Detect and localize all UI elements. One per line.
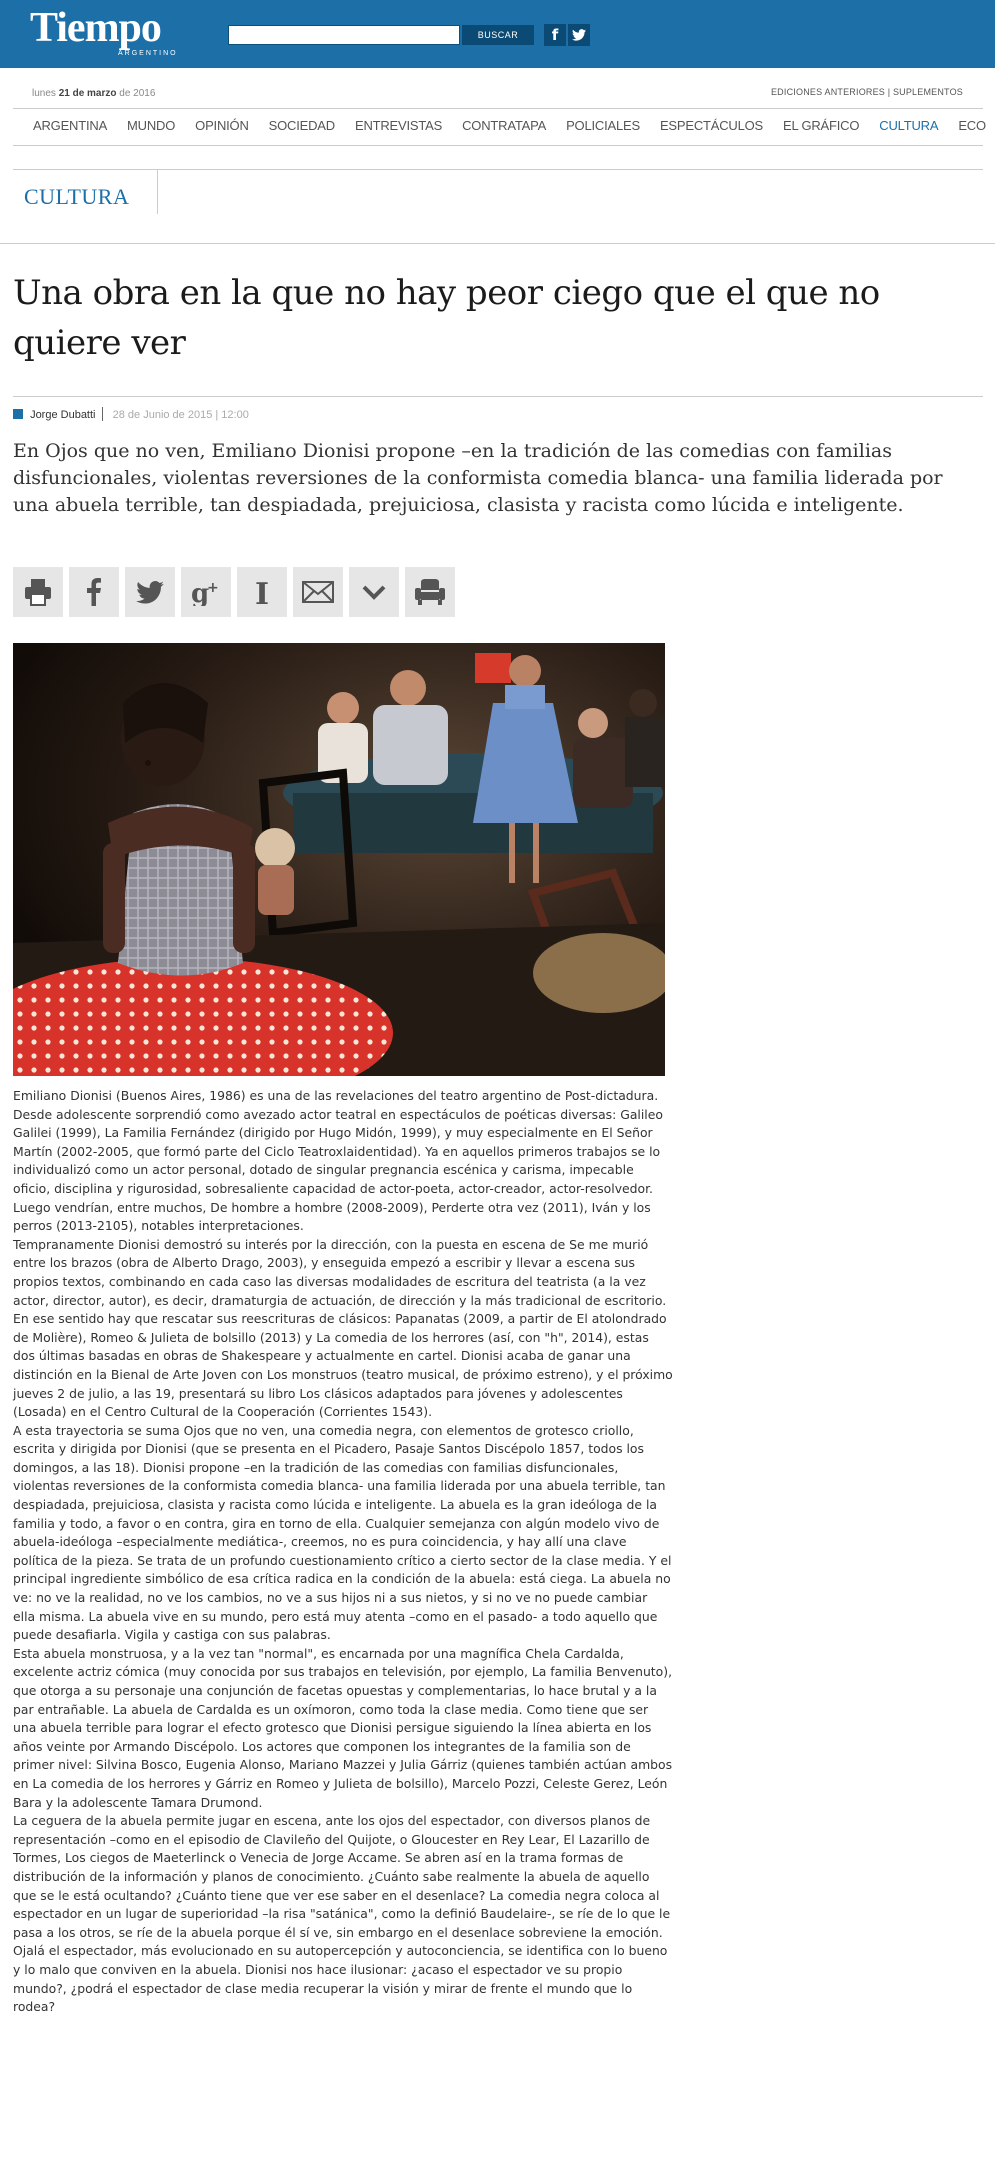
nav-item-opinion[interactable]: OPINIÓN xyxy=(195,118,249,133)
article-body xyxy=(13,1087,673,2017)
twitter-icon[interactable] xyxy=(125,567,175,617)
article-paragraph: La ceguera de la abuela permite jugar en escena, ante los ojos del espectador, con diversos planos de representación –como en el episodio de Clavileño del Quijote, o Gloucester en Rey Lear, El Lazarillo de Tormes, Los ciegos de Maeterlinck o Venecia de Jorge Accame. Se abren así en la trama formas de distribución de la información y planos de conocimiento. ¿Cuánto sabe realmente la abuela de aquello que se le está ocultando? ¿Cuánto tiene que ver ese saber en el desenlace? La comedia negra coloca al espectador en un lugar de superioridad –la risa "satánica", como la definió Baudelaire-, se ríe de lo que le pasa a los otros, se ríe de la abuela porque él sí ve, sin embargo en el desenlace sobreviene la emoción. Ojalá el espectador, más evolucionado en su autopercepción y autoconciencia, se identifica con lo bueno y lo malo que conviven en la abuela. Dionisi nos hace ilusionar: ¿acaso el espectador ve su propio mundo?, ¿podrá el espectador de clase media recuperar la visión y mirar de frente el mundo que lo rodea? xyxy=(13,1813,671,2015)
section-title[interactable]: CULTURA xyxy=(24,184,130,209)
article-paragraph: Tempranamente Dionisi demostró su interés por la dirección, con la puesta en escena de Se me murió entre los brazos (obra de Alberto Drago, 2003), y enseguida empezó a escribir y llevar a escena sus propios textos, combinando en cada caso las diversas modalidades de escritura del teatrista (a la vez actor, director, autor), es decir, dramaturgia de actuación, de dirección y la más tradicional de escritorio. En ese sentido hay que rescatar sus reescrituras de clásicos: Papanatas (2009, a partir de El atolondrado de Molière), Romeo & Julieta de bolsillo (2013) y La comedia de los herrores (así, con "h", 2014), estas dos últimas basadas en obras de Shakespeare y actualmente en cartel. Dionisi acaba de ganar una distinción en la Bienal de Arte Joven con Los monstruos (teatro musical, de próximo estreno), y el próximo jueves 2 de julio, a las 19, presentará su libro Los clásicos adaptados para jóvenes y adolescentes (Losada) en el Centro Cultural de la Cooperación (Corrientes 1543). xyxy=(13,1236,673,1420)
author-name[interactable]: Jorge Dubatti xyxy=(30,409,96,421)
date-year: de 2016 xyxy=(119,88,156,99)
date-day: 21 de marzo xyxy=(58,88,117,99)
editions-links[interactable]: EDICIONES ANTERIORES | SUPLEMENTOS xyxy=(770,87,963,97)
nav-item-cultura[interactable]: CULTURA xyxy=(879,118,939,133)
section-divider xyxy=(157,170,158,214)
email-icon[interactable] xyxy=(293,567,343,617)
divider xyxy=(13,396,983,397)
stage-photo-illustration xyxy=(13,643,665,1076)
site-logo[interactable] xyxy=(30,5,178,57)
date-weekday: lunes xyxy=(32,88,56,99)
nav-item-contratapa[interactable]: CONTRATAPA xyxy=(462,118,547,133)
divider xyxy=(13,108,983,109)
byline xyxy=(13,407,249,421)
twitter-icon[interactable] xyxy=(568,24,590,46)
byline-separator xyxy=(102,407,103,421)
facebook-icon[interactable]: f xyxy=(544,24,566,46)
site-header xyxy=(0,0,995,68)
svg-text:g: g xyxy=(191,579,210,606)
divider xyxy=(13,169,983,170)
read-later-icon[interactable] xyxy=(405,567,455,617)
nav-item-entrevistas[interactable]: ENTREVISTAS xyxy=(354,118,443,133)
article-lead: En Ojos que no ven, Emiliano Dionisi propone –en la tradición de las comedias con familias disfuncionales, violentas reversiones de la conformista comedia blanca- una familia liderada por una abuela terrible, tan despiadada, prejuiciosa, clasista y racista como lúcida e inteligente. xyxy=(13,440,943,516)
author-icon xyxy=(13,409,23,419)
logo-subtitle: ARGENTINO xyxy=(118,50,178,57)
article-photo xyxy=(13,643,665,1076)
nav-item-eco[interactable]: ECO xyxy=(958,118,986,133)
current-date xyxy=(32,88,155,99)
publish-date: 28 de Junio de 2015 | 12:00 xyxy=(112,409,249,421)
svg-text:I: I xyxy=(255,577,269,607)
nav-item-mundo[interactable]: MUNDO xyxy=(127,118,176,133)
instapaper-icon[interactable] xyxy=(237,567,287,617)
article-paragraph: A esta trayectoria se suma Ojos que no ven, una comedia negra, con elementos de grotesco criollo, escrita y dirigida por Dionisi (que se presenta en el Picadero, Pasaje Santos Discépolo 1857, todos los domingos, a las 18). Dionisi propone –en la tradición de las comedias con familias disfuncionales, violentas reversiones de la conformista comedia blanca- una familia liderada por una abuela terrible, tan despiadada, prejuiciosa, clasista y racista como lúcida e inteligente. La abuela es la gran ideóloga de la familia y todo, a favor o en contra, gira en torno de ella. Cualquier semejanza con algún modelo vivo de abuela-ideóloga –especialmente mediática-, creemos, no es pura coincidencia, y hay allí una clave política de la pieza. Se trata de un profundo cuestionamiento crítico a cierto sector de la clase media. Y el principal ingrediente simbólico de esa crítica radica en la condición de la abuela: está ciega. La abuela no ve: no ve la realidad, no ve los cambios, no ve a sus hijos ni a sus nietos, y si no ve no puede cambiar ella misma. La abuela vive en su mundo, pero está muy atenta –como en el pasado- a todo aquello que puede desafiarla. Vigila y castiga con sus palabras. xyxy=(13,1422,672,1643)
nav-item-el-grafico[interactable]: EL GRÁFICO xyxy=(783,118,860,133)
nav-item-sociedad[interactable]: SOCIEDAD xyxy=(268,118,335,133)
logo-text: Tiempo xyxy=(30,5,161,51)
divider xyxy=(0,243,995,244)
search-input[interactable] xyxy=(228,25,460,45)
article-paragraph: Emiliano Dionisi (Buenos Aires, 1986) es una de las revelaciones del teatro argentino de Post-dictadura. Desde adolescente sorprendió como avezado actor teatral en espectáculos de poéticas diversas: Galileo Galilei (1999), La Familia Fernández (dirigido por Hugo Midón, 1999), y muy especialmente en El Señor Martín (2002-2005, que formó parte del Ciclo Teatroxlaidentidad). Ya en aquellos primeros trabajos se lo individualizó como un actor personal, dotado de singular pregnancia escénica y carisma, impecable oficio, disciplina y rigurosidad, sobresaliente capacidad de actor-poeta, actor-creador, actor-resolvedor. Luego vendrían, entre muchos, De hombre a hombre (2008-2009), Perderte otra vez (2011), Iván y los perros (2013-2105), notables interpretaciones. xyxy=(13,1088,663,1234)
main-nav xyxy=(33,118,995,133)
nav-item-espectaculos[interactable]: ESPECTÁCULOS xyxy=(659,118,764,133)
search-button[interactable]: BUSCAR xyxy=(462,25,534,45)
svg-text:+: + xyxy=(207,580,219,596)
print-icon[interactable] xyxy=(13,567,63,617)
article-title: Una obra en la que no hay peor ciego que el que no quiere ver xyxy=(13,273,880,363)
more-icon[interactable] xyxy=(349,567,399,617)
nav-item-policiales[interactable]: POLICIALES xyxy=(566,118,640,133)
divider xyxy=(13,145,983,146)
article-paragraph: Esta abuela monstruosa, y a la vez tan "normal", es encarnada por una magnífica Chela Cardalda, excelente actriz cómica (muy conocida por sus trabajos en televisión, por ejemplo, La familia Benvenuto), que otorga a su personaje una conjunción de facetas opuestas y complementarias, lo hace brutal y a la par entrañable. La abuela de Cardalda es un oxímoron, como toda la clase media. Como tiene que ser una abuela terrible para lograr el efecto grotesco que Dionisi persigue siguiendo la línea abierta en los años veinte por Armando Discépolo. Los actores que componen los integrantes de la familia son de primer nivel: Silvina Bosco, Eugenia Alonso, Mariano Mazzei y Julia Gárriz (quienes también actúan ambos en La comedia de los herrores y Gárriz en Romeo y Julieta de bolsillo), Marcelo Pozzi, Celeste Gerez, León Bara y la adolescente Tamara Drumond. xyxy=(13,1645,673,1810)
share-toolbar xyxy=(13,567,461,617)
google-plus-icon[interactable] xyxy=(181,567,231,617)
nav-item-argentina[interactable]: ARGENTINA xyxy=(33,118,108,133)
facebook-icon[interactable] xyxy=(69,567,119,617)
